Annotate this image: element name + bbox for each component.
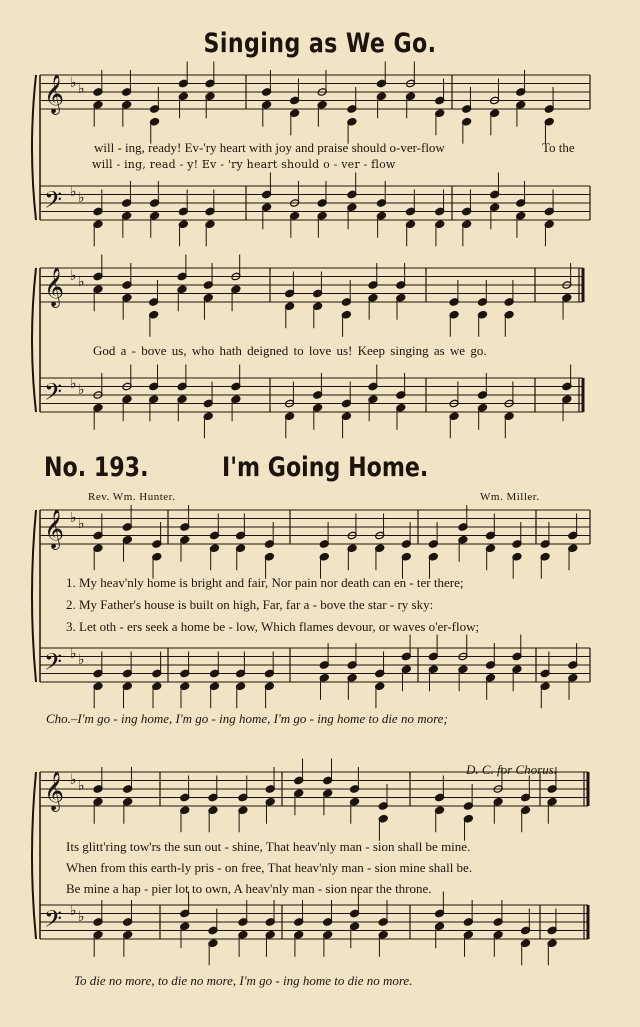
svg-text:♭: ♭	[78, 909, 85, 925]
svg-text:♭: ♭	[70, 772, 77, 788]
svg-text:♭: ♭	[70, 646, 77, 662]
hymn-title: I'm Going Home.	[222, 452, 429, 483]
bass-staff	[40, 905, 588, 939]
verse-line: When from this earth-ly pris - on free, That heav'nly man - sion mine shall be.	[66, 860, 473, 875]
svg-text:𝄢: 𝄢	[44, 186, 63, 219]
svg-text:♭: ♭	[70, 903, 77, 919]
svg-text:𝄢: 𝄢	[44, 378, 63, 411]
svg-text:𝄞: 𝄞	[44, 74, 65, 114]
svg-text:𝄢: 𝄢	[44, 648, 63, 681]
treble-staff	[40, 510, 590, 544]
svg-text:♭: ♭	[70, 376, 77, 392]
svg-text:𝄢: 𝄢	[44, 905, 63, 938]
treble-staff	[40, 268, 583, 302]
verse-line: 1. My heav'nly home is bright and fair, Nor pain nor death can en - ter there;	[66, 575, 464, 590]
svg-text:𝄞: 𝄞	[44, 267, 65, 307]
svg-text:𝄞: 𝄞	[44, 771, 65, 811]
bass-staff	[40, 378, 583, 412]
svg-text:♭: ♭	[78, 190, 85, 206]
svg-text:♭: ♭	[78, 778, 85, 794]
lyric-line: will - ing, ready! Ev-'ry heart with joy and praise should o-ver-flow	[94, 140, 445, 155]
svg-text:𝄞: 𝄞	[44, 509, 65, 549]
svg-text:♭: ♭	[70, 184, 77, 200]
composer-credit: Wm. Miller.	[480, 491, 540, 503]
author-credit: Rev. Wm. Hunter.	[88, 491, 176, 503]
svg-text:♭: ♭	[78, 81, 85, 97]
svg-text:♭: ♭	[70, 268, 77, 284]
verse-line: Be mine a hap - pier lot to own, A heav'nly man - sion near the throne.	[66, 881, 432, 896]
lyric-line: God a - bove us, who hath deigned to love us! Keep singing as we go.	[93, 343, 487, 358]
dc-note: D. C. for Chorus.	[466, 762, 558, 777]
verse-line: 3. Let oth - ers seek a home be - low, Which flames devour, or waves o'er-flow;	[66, 619, 480, 634]
chorus-line: Cho.–I'm go - ing home, I'm go - ing home, I'm go - ing home to die no more;	[46, 711, 448, 726]
svg-text:♭: ♭	[70, 510, 77, 526]
svg-text:♭: ♭	[78, 274, 85, 290]
hymn-number: No. 193.	[44, 452, 149, 483]
bass-staff	[40, 648, 590, 682]
svg-text:♭: ♭	[70, 75, 77, 91]
svg-text:♭: ♭	[78, 382, 85, 398]
song-title: Singing as We Go.	[203, 28, 437, 59]
svg-text:♭: ♭	[78, 516, 85, 532]
svg-text:♭: ♭	[78, 652, 85, 668]
verse-line: 2. My Father's house is built on high, Far, far a - bove the star - ry sky:	[66, 597, 434, 612]
lyric-line-end: To the	[542, 140, 575, 155]
verse-line: Its glitt'ring tow'rs the sun out - shine, That heav'nly man - sion shall be mine.	[66, 839, 471, 854]
chorus-end-line: To die no more, to die no more, I'm go - ing home to die no more.	[74, 973, 413, 988]
lyric-line-bass: will - ing, read - y! Ev - 'ry heart should o - ver - flow	[92, 158, 396, 171]
